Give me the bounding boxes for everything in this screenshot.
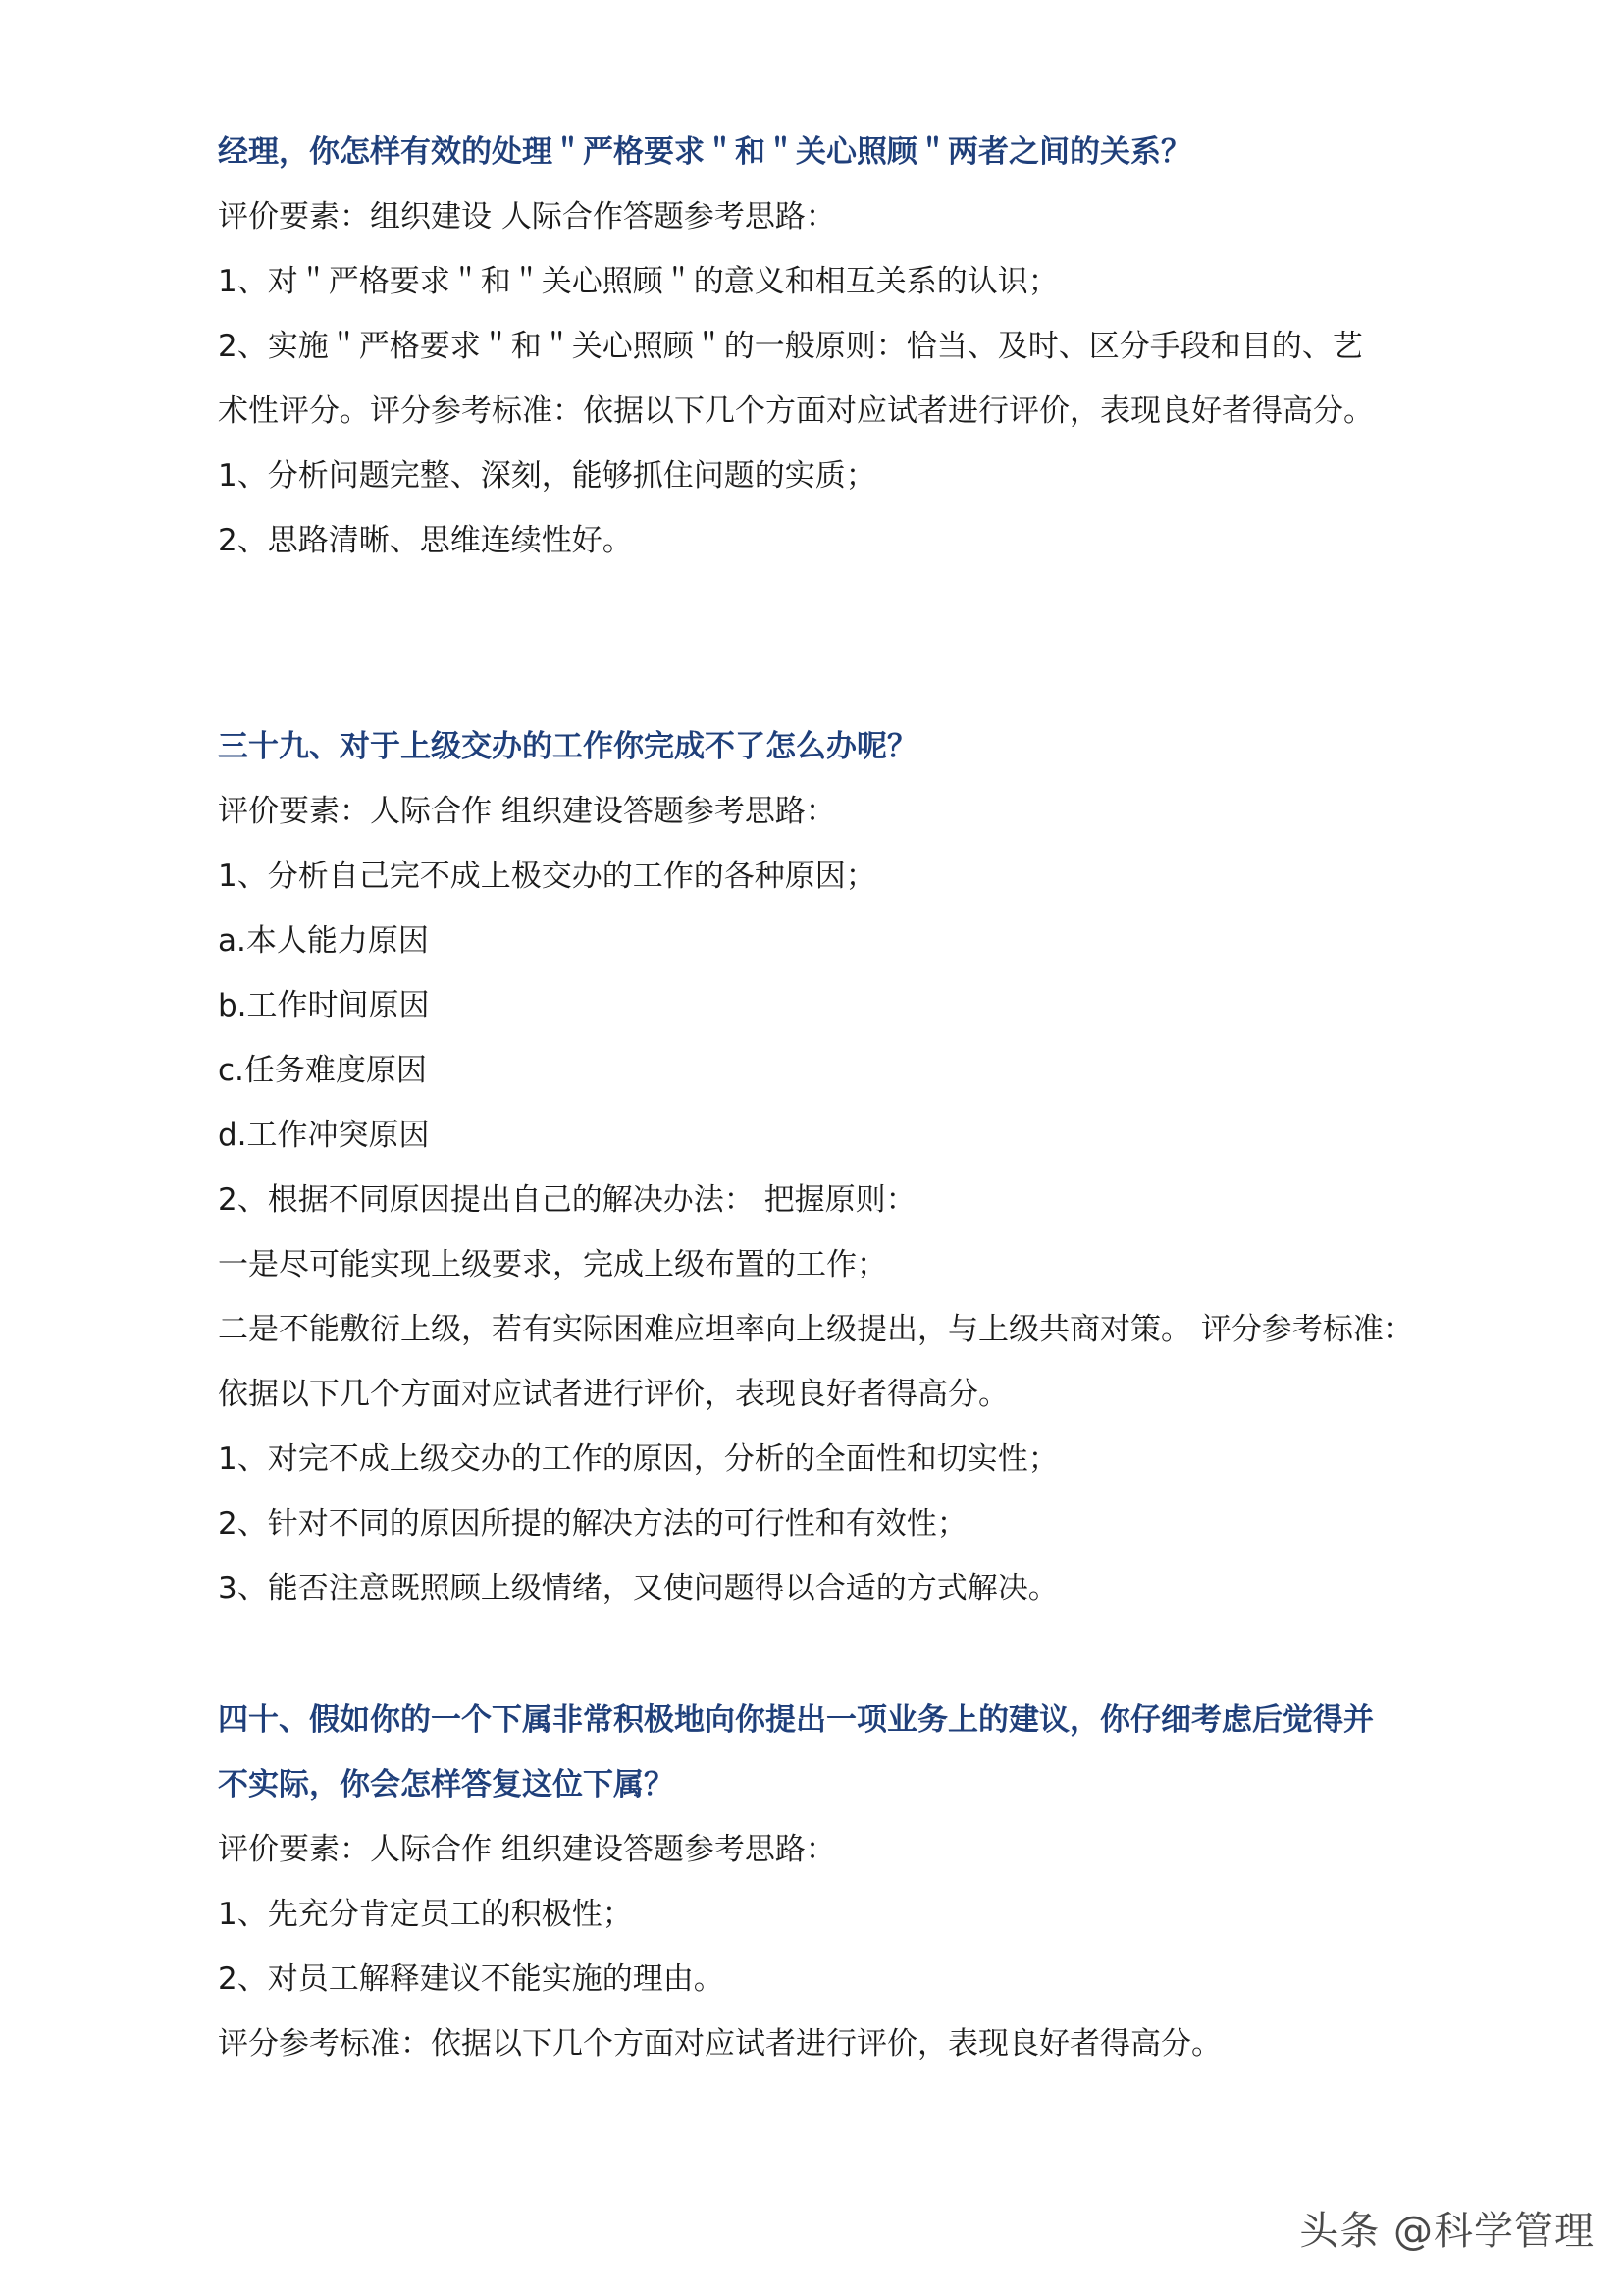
text-line: d.工作冲突原因 — [218, 1118, 430, 1153]
text-line: 评价要素：人际合作 组织建设答题参考思路： — [218, 1832, 836, 1867]
text-line: 评分参考标准：依据以下几个方面对应试者进行评价，表现良好者得高分。 — [218, 2026, 1222, 2061]
text-line: 2、思路清晰、思维连续性好。 — [218, 523, 633, 558]
text-line: 评价要素：组织建设 人际合作答题参考思路： — [218, 199, 836, 235]
text-line: 3、能否注意既照顾上级情绪，又使问题得以合适的方式解决。 — [218, 1571, 1059, 1606]
text-line: b.工作时间原因 — [218, 988, 430, 1023]
text-line: 评价要素：人际合作 组织建设答题参考思路： — [218, 794, 836, 829]
text-line: 2、根据不同原因提出自己的解决办法： 把握原则： — [218, 1182, 917, 1218]
text-line: 2、针对不同的原因所提的解决方法的可行性和有效性； — [218, 1506, 968, 1541]
text-line: 1、分析问题完整、深刻，能够抓住问题的实质； — [218, 458, 876, 494]
text-line: 依据以下几个方面对应试者进行评价，表现良好者得高分。 — [218, 1377, 1009, 1412]
text-line: 2、对员工解释建议不能实施的理由。 — [218, 1961, 724, 1997]
section-39 — [218, 714, 1513, 1621]
text-line: 一是尽可能实现上级要求，完成上级布置的工作； — [218, 1247, 887, 1282]
section-heading-line-2: 不实际，你会怎样答复这位下属？ — [218, 1767, 674, 1802]
text-line: 1、对完不成上级交办的工作的原因，分析的全面性和切实性； — [218, 1441, 1059, 1477]
section-38 — [218, 120, 1513, 573]
text-line: 术性评分。评分参考标准：依据以下几个方面对应试者进行评价，表现良好者得高分。 — [218, 393, 1374, 429]
text-line: c.任务难度原因 — [218, 1053, 427, 1088]
section-heading: 经理，你怎样有效的处理＂严格要求＂和＂关心照顾＂两者之间的关系？ — [218, 134, 1191, 170]
text-line: 1、先充分肯定员工的积极性； — [218, 1897, 633, 1932]
section-40 — [218, 1688, 1513, 2076]
text-line: 1、对＂严格要求＂和＂关心照顾＂的意义和相互关系的认识； — [218, 264, 1059, 299]
text-line: 2、实施＂严格要求＂和＂关心照顾＂的一般原则：恰当、及时、区分手段和目的、艺 — [218, 329, 1363, 364]
watermark-logo: 头条 @科学管理 — [1299, 2209, 1595, 2254]
text-line: a.本人能力原因 — [218, 923, 429, 959]
text-line: 1、分析自己完不成上极交办的工作的各种原因； — [218, 859, 876, 894]
text-line: 二是不能敷衍上级，若有实际困难应坦率向上级提出，与上级共商对策。 评分参考标准： — [218, 1312, 1414, 1347]
section-heading-line-1: 四十、假如你的一个下属非常积极地向你提出一项业务上的建议，你仔细考虑后觉得并 — [218, 1702, 1374, 1738]
section-heading: 三十九、对于上级交办的工作你完成不了怎么办呢？ — [218, 729, 917, 764]
